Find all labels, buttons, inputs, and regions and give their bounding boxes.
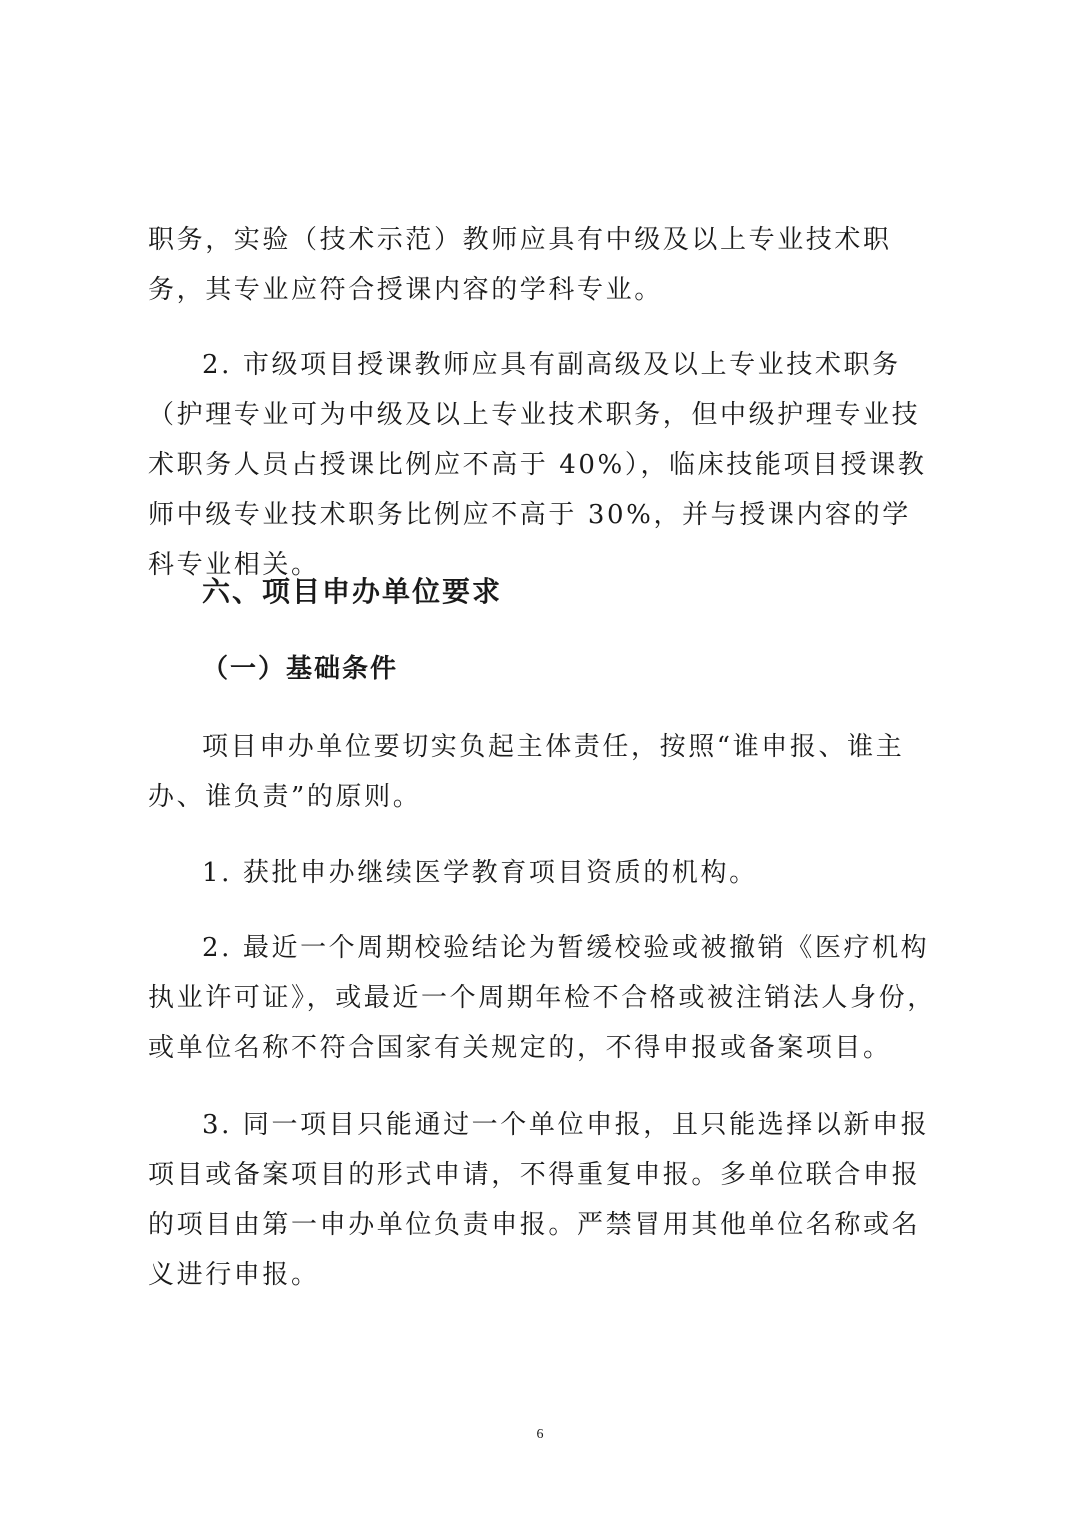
paragraph-basic-condition-1: 1. 获批申办继续医学教育项目资质的机构。 xyxy=(202,858,758,888)
subsection-heading-basic-conditions: （一）基础条件 xyxy=(202,654,399,684)
paragraph-teacher-qualification-continuation: 职务，实验（技术示范）教师应具有中级及以上专业技术职务，其专业应符合授课内容的学科专业。 xyxy=(148,225,892,305)
paragraph-basic-condition-2: 2. 最近一个周期校验结论为暂缓校验或被撤销《医疗机构执业许可证》，或最近一个周期年检不合格或被注销法人身份，或单位名称不符合国家有关规定的，不得申报或备案项目。 xyxy=(148,933,936,1063)
page-number: 6 xyxy=(536,1427,544,1442)
paragraph-city-project-teachers: 2. 市级项目授课教师应具有副高级及以上专业技术职务（护理专业可为中级及以上专业技术职务，但中级护理专业技术职务人员占授课比例应不高于 40%），临床技能项目授课教师中级专业技术职务比例应不高于 30%，并与授课内容的学科专业相关。 xyxy=(148,350,927,580)
paragraph-basic-conditions-intro: 项目申办单位要切实负起主体责任，按照“谁申报、谁主办、谁负责”的原则。 xyxy=(148,732,905,812)
section-heading-applicant-requirements: 六、项目申办单位要求 xyxy=(202,575,503,608)
paragraph-basic-condition-3: 3. 同一项目只能通过一个单位申报，且只能选择以新申报项目或备案项目的形式申请，不得重复申报。多单位联合申报的项目由第一申办单位负责申报。严禁冒用其他单位名称或名义进行申报。 xyxy=(148,1110,930,1290)
